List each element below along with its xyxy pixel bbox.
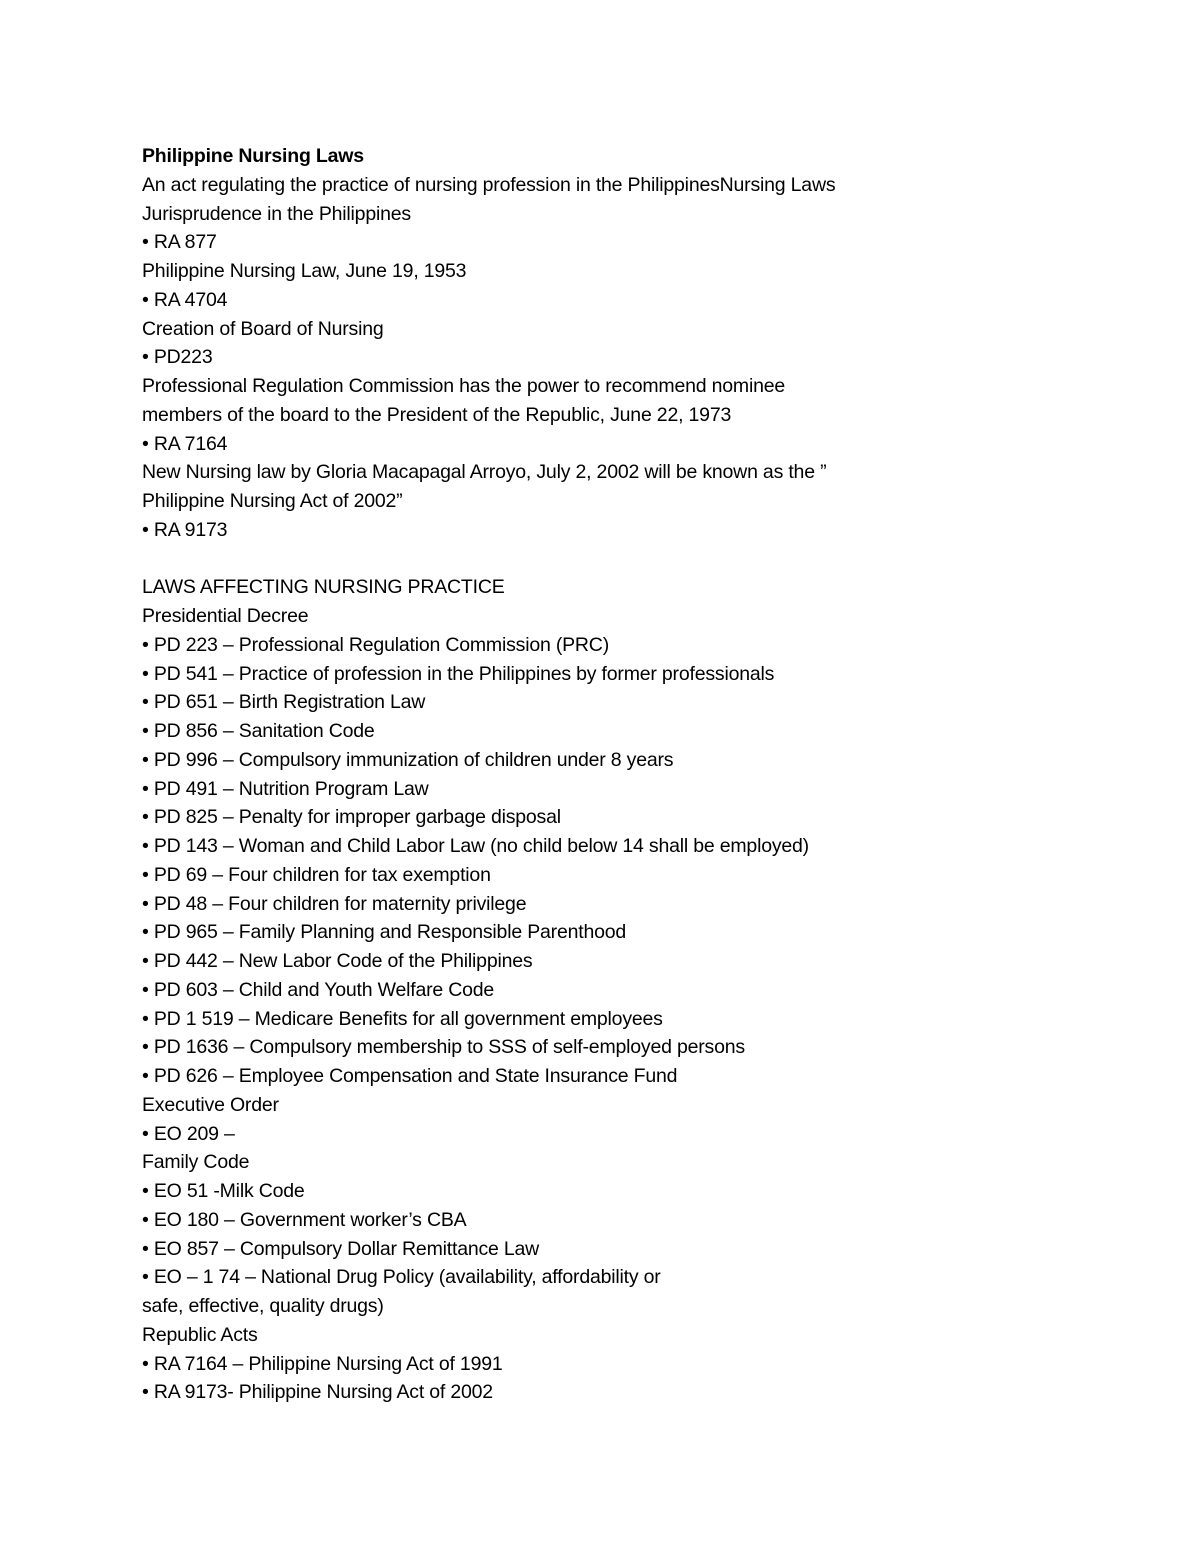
text-line: An act regulating the practice of nursing profession in the PhilippinesNursing Laws [142,173,836,196]
text-line: • PD 442 – New Labor Code of the Philippines [142,950,533,972]
text-line: • PD 651 – Birth Registration Law [142,691,426,714]
text-line: • EO 857 – Compulsory Dollar Remittance Law [142,1237,540,1260]
text-line: • PD 69 – Four children for tax exemption [142,863,491,886]
section-lines [142,602,1142,1407]
text-line: • PD 996 – Compulsory immunization of children under 8 years [142,748,674,771]
text-line: Philippine Nursing Law, June 19, 1953 [142,260,467,282]
text-line: Executive Order [142,1093,279,1116]
text-line: Jurisprudence in the Philippines [142,202,411,225]
text-line: Creation of Board of Nursing [142,317,384,340]
text-line: • PD 223 – Professional Regulation Commission (PRC) [142,633,609,656]
text-line: • PD223 [142,346,213,369]
text-line: • RA 877 [142,231,217,254]
text-line: members of the board to the President of the Republic, June 22, 1973 [142,403,732,426]
document-body [142,142,1142,1407]
text-line: • PD 1 519 – Medicare Benefits for all government employees [142,1007,663,1030]
text-line: New Nursing law by Gloria Macapagal Arroyo, July 2, 2002 will be known as the ” [142,461,827,484]
text-line: Presidential Decree [142,605,309,627]
text-line: • PD 491 – Nutrition Program Law [142,777,429,800]
text-line: • PD 541 – Practice of profession in the Philippines by former professionals [142,662,775,685]
text-line: • EO 51 -Milk Code [142,1180,305,1202]
text-line: • RA 7164 [142,432,228,455]
text-line: • PD 48 – Four children for maternity privilege [142,892,527,915]
text-line: • PD 825 – Penalty for improper garbage disposal [142,806,561,829]
text-line: Professional Regulation Commission has the power to recommend nominee [142,375,786,397]
document-title: Philippine Nursing Laws [142,145,364,167]
section-heading: LAWS AFFECTING NURSING PRACTICE [142,576,505,599]
text-line: • RA 9173- Philippine Nursing Act of 2002 [142,1381,493,1404]
text-line: Family Code [142,1151,250,1174]
intro-lines [142,171,1142,545]
text-line: • PD 856 – Sanitation Code [142,720,375,742]
blank-line [142,545,1142,574]
text-line: Republic Acts [142,1323,258,1346]
text-line: • EO – 1 74 – National Drug Policy (availability, affordability or [142,1266,661,1289]
text-line: • EO 180 – Government worker’s CBA [142,1208,467,1231]
text-line: • PD 965 – Family Planning and Responsible Parenthood [142,921,627,944]
text-line: • EO 209 – [142,1122,235,1145]
text-line: • RA 7164 – Philippine Nursing Act of 1991 [142,1352,503,1375]
text-line: • RA 4704 [142,288,228,311]
text-line: • PD 143 – Woman and Child Labor Law (no child below 14 shall be employed) [142,835,809,857]
text-line: • PD 603 – Child and Youth Welfare Code [142,978,495,1001]
text-line: • PD 626 – Employee Compensation and State Insurance Fund [142,1065,678,1087]
text-line: • PD 1636 – Compulsory membership to SSS of self-employed persons [142,1036,745,1059]
text-line: • RA 9173 [142,518,228,541]
text-line: Philippine Nursing Act of 2002” [142,490,403,512]
text-line: safe, effective, quality drugs) [142,1295,384,1317]
